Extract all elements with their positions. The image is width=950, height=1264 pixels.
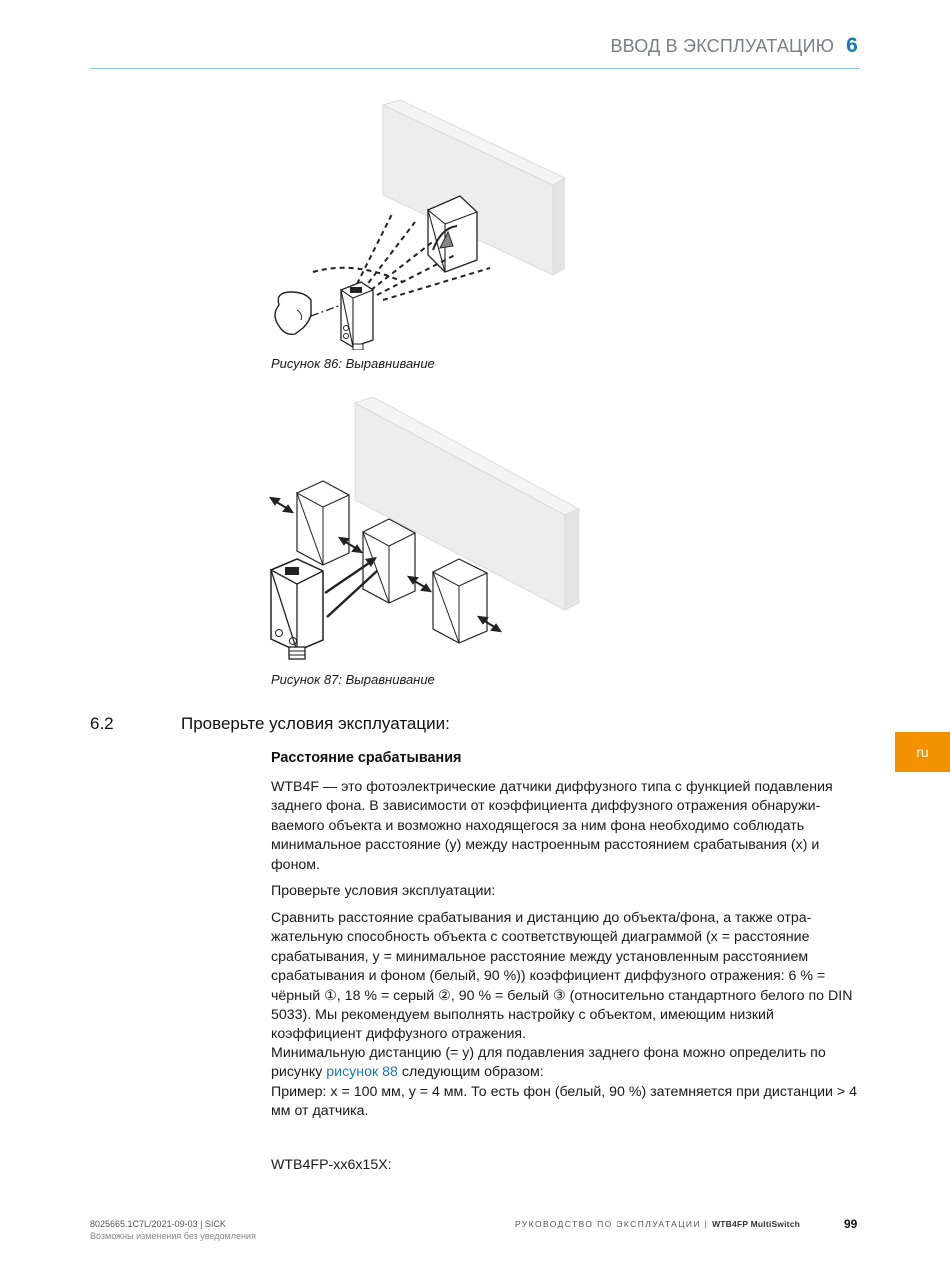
footer-product: WTB4FP MultiSwitch bbox=[712, 1219, 801, 1229]
footer-doc-info bbox=[90, 1218, 256, 1242]
header-chapter-number: 6 bbox=[846, 34, 858, 57]
page-number: 99 bbox=[844, 1217, 858, 1231]
header-section-title: ВВОД В ЭКСПЛУАТАЦИЮ bbox=[610, 36, 835, 56]
header-divider bbox=[90, 68, 860, 69]
paragraph-min-distance-text: Минимальную дистанцию (= y) для подавления заднего фона можно определить по рисунку bbox=[271, 1045, 826, 1081]
figure-88-link[interactable]: рисунок 88 bbox=[326, 1064, 398, 1081]
paragraph-example: Пример: x = 100 мм, y = 4 мм. То есть фон (белый, 90 %) затемняется при дистанции > 4 мм от датчика. bbox=[271, 1084, 858, 1120]
paragraph-min-distance-tail: следующим образом: bbox=[397, 1064, 544, 1081]
footer-manual-label: РУКОВОДСТВО ПО ЭКСПЛУАТАЦИИ | bbox=[515, 1219, 709, 1229]
subheading-switching-distance: Расстояние срабатывания bbox=[271, 750, 462, 766]
language-tab[interactable]: ru bbox=[895, 732, 950, 772]
section-title: Проверьте условия эксплуатации: bbox=[181, 714, 450, 733]
footer-manual-title bbox=[515, 1219, 800, 1229]
running-header bbox=[610, 34, 858, 58]
figure-87-illustration bbox=[265, 395, 585, 670]
figure-87-caption: Рисунок 87: Выравнивание bbox=[271, 672, 435, 687]
section-number: 6.2 bbox=[90, 714, 114, 733]
footer-notice: Возможны изменения без уведомления bbox=[90, 1231, 256, 1241]
paragraph-intro: WTB4F — это фотоэлектрические датчики диффузного типа с функцией подавления заднего фона. В зависимости от коэффициента диффузного отражения обнаруживаемого объекта и возможно находящегося за ним фона необходимо соблюдать минимальное расстояние (y) между настроенным расстоянием срабатывания (x) и фоном. bbox=[271, 779, 833, 873]
figure-86-illustration bbox=[265, 100, 565, 350]
paragraph-compare: Сравнить расстояние срабатывания и дистанцию до объекта/фона, а также отражательную способность объекта с соответствующей диаграммой (x = расстояние срабатывания, y = минимальное расстояние между установленным расстоянием срабатывания и фоном (белый, 90 %)) коэффициент диффузного отражения: 6 % = чёрный ①, 18 % = серый ②, 90 % = белый ③ (относительно стандартного белого по DIN 5033). Мы рекомендуем выполнять настройку с объектом, имеющим низкий коэффициент диффузного отражения. bbox=[271, 910, 853, 1043]
model-label: WTB4FP-xx6x15X: bbox=[271, 1157, 392, 1173]
footer-doc-id: 8025665.1C7L/2021-09-03 | SICK bbox=[90, 1219, 226, 1229]
figure-86-caption: Рисунок 86: Выравнивание bbox=[271, 356, 435, 371]
paragraph-check-conditions: Проверьте условия эксплуатации: bbox=[271, 883, 496, 899]
paragraph-min-distance bbox=[271, 1044, 861, 1083]
